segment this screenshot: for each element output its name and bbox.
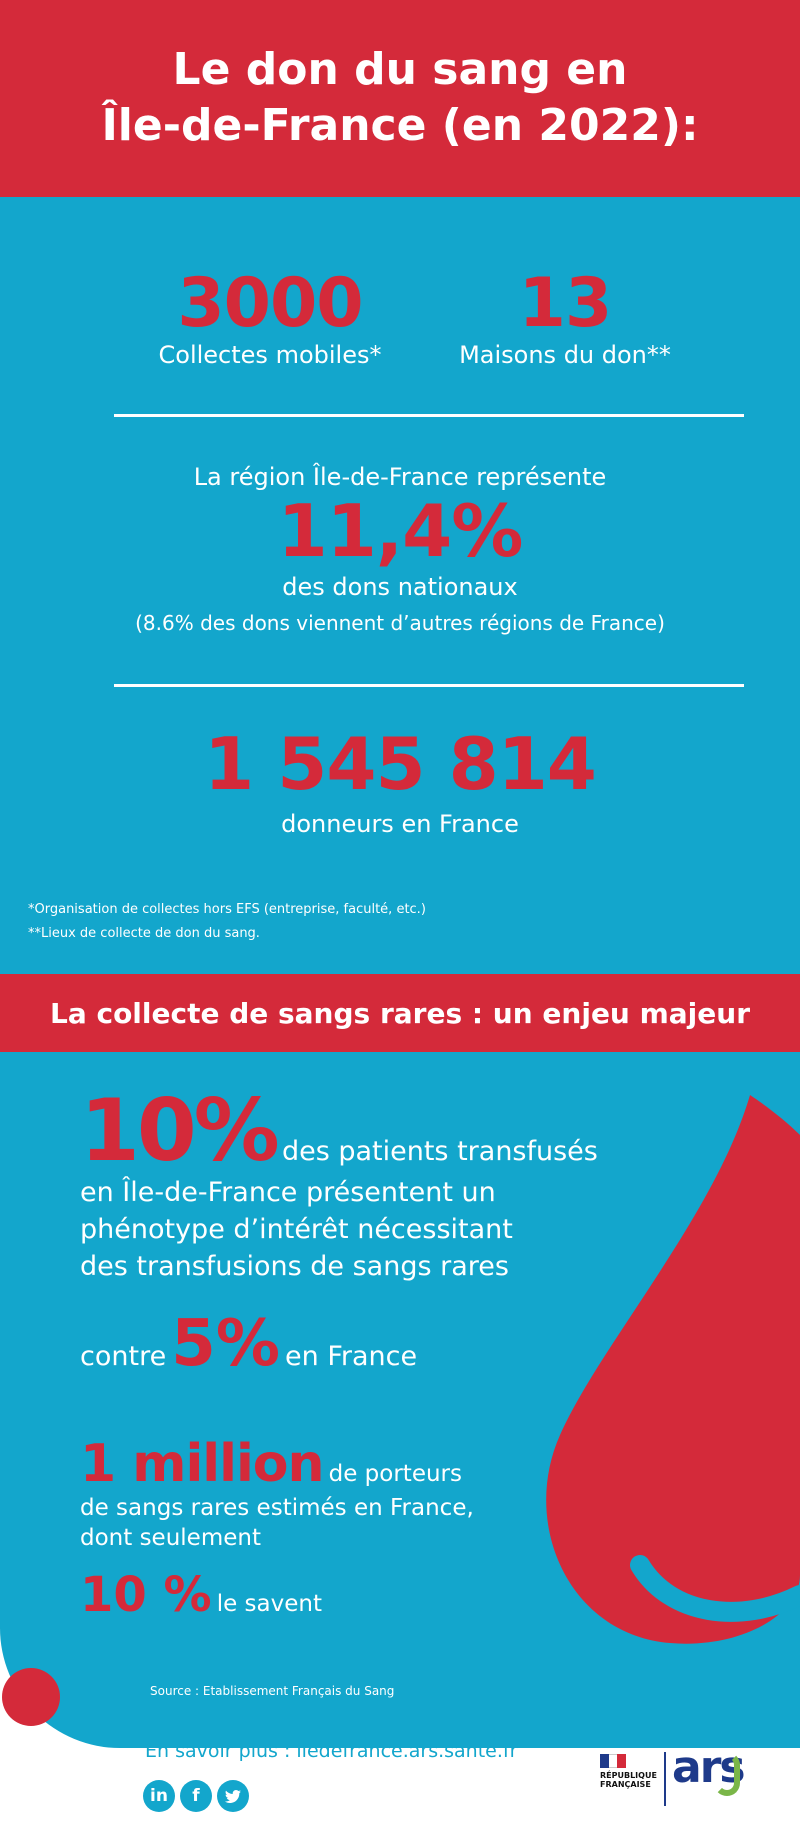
republique-francaise-logo [600, 1754, 660, 1789]
rare-carriers-text-c: dont seulement [80, 1525, 261, 1551]
region-note: (8.6% des dons viennent d’autres régions de France) [135, 611, 665, 635]
rare-blood-title: La collecte de sangs rares : un enjeu majeur [49, 997, 751, 1030]
region-share-block [0, 462, 800, 638]
title-line-2: Île-de-France (en 2022): [101, 100, 699, 151]
footnote-1: *Organisation de collectes hors EFS (entreprise, faculté, etc.) [28, 902, 426, 917]
comparison-line [80, 1307, 418, 1381]
ars-logo-mark [714, 1752, 740, 1796]
rf-logo-line-1: RÉPUBLIQUE [600, 1771, 657, 1780]
divider [114, 414, 744, 417]
rare-carriers-value: 1 million [80, 1434, 324, 1494]
footnotes [28, 898, 426, 946]
french-flag-icon [600, 1754, 626, 1768]
rare-patients-stat [80, 1081, 620, 1285]
mobile-collections-label: Collectes mobiles* [158, 341, 382, 369]
aware-carriers-text: le savent [216, 1591, 322, 1617]
rare-carriers-stat [80, 1435, 600, 1553]
rare-patients-text-c: phénotype d’intérêt nécessitant [80, 1214, 513, 1245]
source-note: Source : Etablissement Français du Sang [150, 1684, 395, 1698]
region-intro: La région Île-de-France représente [193, 463, 607, 491]
more-info-link[interactable]: En savoir plus : iledefrance.ars.sante.fr [145, 1740, 518, 1762]
logo-divider [664, 1752, 666, 1806]
comparison-suffix: en France [285, 1341, 418, 1372]
aware-carriers-value: 10 % [80, 1567, 212, 1623]
rare-patients-text-a: des patients transfusés [281, 1136, 598, 1167]
decorative-dot [2, 1668, 60, 1726]
rare-carriers-text-a: de porteurs [328, 1461, 462, 1487]
rf-logo-line-2: FRANÇAISE [600, 1780, 651, 1789]
donors-stat [0, 722, 800, 839]
donation-houses-stat [440, 264, 690, 370]
aware-carriers-stat [80, 1568, 322, 1623]
title-line-1: Le don du sang en [172, 44, 628, 95]
region-share-value: 11,4% [277, 489, 523, 573]
rare-patients-value: 10% [80, 1081, 277, 1181]
mobile-collections-stat [130, 264, 410, 370]
divider [114, 684, 744, 687]
facebook-icon[interactable]: f [180, 1780, 212, 1812]
ars-logo: ars [672, 1742, 744, 1793]
mobile-collections-value: 3000 [177, 264, 363, 343]
comparison-prefix: contre [80, 1341, 167, 1372]
donation-houses-label: Maisons du don** [459, 341, 671, 369]
twitter-icon[interactable] [217, 1780, 249, 1812]
footnote-2: **Lieux de collecte de don du sang. [28, 926, 260, 941]
rare-carriers-text-b: de sangs rares estimés en France, [80, 1495, 474, 1521]
donors-value: 1 545 814 [204, 722, 596, 806]
rare-patients-text-b: en Île-de-France présentent un [80, 1177, 496, 1208]
donation-houses-value: 13 [518, 264, 612, 343]
rare-patients-text-d: des transfusions de sangs rares [80, 1251, 509, 1282]
region-share-label: des dons nationaux [282, 573, 518, 601]
donors-label: donneurs en France [281, 810, 519, 838]
page-title [0, 42, 800, 154]
linkedin-icon[interactable]: in [143, 1780, 175, 1812]
comparison-value: 5% [171, 1307, 280, 1381]
